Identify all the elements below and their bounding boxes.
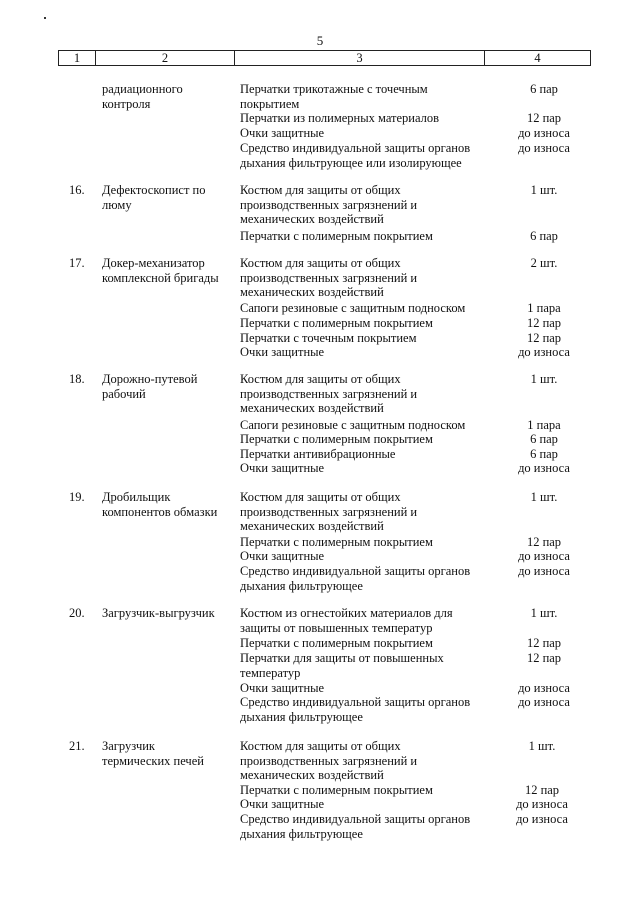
item-name-line: механических воздействий xyxy=(240,285,384,300)
item-name-line: Перчатки антивибрационные xyxy=(240,447,396,461)
item-name-line: производственных загрязнений и xyxy=(240,504,418,519)
header-col-1: 1 xyxy=(59,51,96,66)
item-quantity: 12 пар xyxy=(524,783,560,797)
item-quantity: 6 пар xyxy=(530,447,558,461)
position-title-line: люму xyxy=(102,197,132,212)
item-quantity: до износа xyxy=(518,141,570,155)
item-quantity: 1 пара xyxy=(527,301,561,315)
position-title-line: Загрузчик xyxy=(102,739,156,753)
item-name-line: Очки защитные xyxy=(240,345,325,359)
item-name-line: Перчатки для защиты от повышенных xyxy=(240,651,444,665)
scan-dot xyxy=(44,17,46,19)
item-quantity: 6 пар xyxy=(530,229,558,243)
item-quantity: до износа xyxy=(518,461,570,475)
position-title-line: Докер-механизатор xyxy=(102,256,205,270)
position-title-line: Дробильщик xyxy=(102,490,171,504)
item-quantity: 1 шт. xyxy=(530,490,558,504)
item-name-line: Костюм для защиты от общих xyxy=(240,256,401,270)
item-name-line: Перчатки из полимерных материалов xyxy=(240,111,440,125)
item-name-line: производственных загрязнений и xyxy=(240,386,418,401)
item-name-line: дыхания фильтрующее xyxy=(240,578,363,593)
position-title-line: термических печей xyxy=(102,753,204,768)
item-quantity: 12 пар xyxy=(526,316,562,330)
item-name-line: Очки защитные xyxy=(240,681,325,695)
row-number: 21. xyxy=(69,739,85,753)
position-title-line: радиационного xyxy=(102,82,183,96)
row-number: 18. xyxy=(69,372,85,386)
item-quantity: до износа xyxy=(518,126,570,140)
item-name-line: механических воздействий xyxy=(240,768,384,783)
item-name-line: Очки защитные xyxy=(240,549,325,563)
item-name-line: Перчатки с полимерным покрытием xyxy=(240,636,433,650)
item-quantity: 1 пара xyxy=(527,418,561,432)
item-name-line: производственных загрязнений и xyxy=(240,270,418,285)
header-col-2: 2 xyxy=(96,51,235,66)
row-number: 16. xyxy=(69,183,85,197)
item-quantity: до износа xyxy=(518,681,570,695)
item-quantity: 2 шт. xyxy=(530,256,558,270)
item-name-line: Очки защитные xyxy=(240,797,325,811)
item-name-line: температур xyxy=(240,665,301,680)
item-name-line: механических воздействий xyxy=(240,519,384,534)
item-quantity: до износа xyxy=(518,695,570,709)
item-name-line: Очки защитные xyxy=(240,461,325,475)
item-quantity: 12 пар xyxy=(526,535,562,549)
item-name-line: Перчатки с полимерным покрытием xyxy=(240,316,433,330)
row-number: 19. xyxy=(69,490,85,504)
item-name-line: Перчатки с полимерным покрытием xyxy=(240,783,433,797)
item-name-line: Костюм для защиты от общих xyxy=(240,372,401,386)
row-number: 20. xyxy=(69,606,85,620)
item-quantity: до износа xyxy=(516,797,568,811)
position-title-line: Дефектоскопист по xyxy=(102,183,206,197)
item-name-line: производственных загрязнений и xyxy=(240,197,418,212)
item-quantity: 1 шт. xyxy=(530,606,558,620)
item-name-line: Сапоги резиновые с защитным подноском xyxy=(240,301,466,315)
position-title-line: Дорожно-путевой xyxy=(102,372,198,386)
item-quantity: до износа xyxy=(518,549,570,563)
page-number: 5 xyxy=(316,33,324,48)
item-name-line: Средство индивидуальной защиты органов xyxy=(240,695,471,709)
item-quantity: 12 пар xyxy=(526,111,562,125)
item-quantity: 12 пар xyxy=(526,331,562,345)
row-number: 17. xyxy=(69,256,85,270)
item-name-line: Перчатки с полимерным покрытием xyxy=(240,432,433,446)
item-name-line: Сапоги резиновые с защитным подноском xyxy=(240,418,466,432)
position-title-line: комплексной бригады xyxy=(102,270,219,285)
item-quantity: 12 пар xyxy=(526,651,562,665)
item-name-line: Средство индивидуальной защиты органов xyxy=(240,564,471,578)
item-quantity: 6 пар xyxy=(530,82,558,96)
position-title-line: рабочий xyxy=(102,386,146,401)
item-name-line: защиты от повышенных температур xyxy=(240,620,433,635)
item-quantity: до износа xyxy=(518,564,570,578)
item-name-line: Перчатки трикотажные с точечным xyxy=(240,82,428,96)
item-name-line: дыхания фильтрующее или изолирующее xyxy=(240,155,462,170)
item-quantity: 6 пар xyxy=(530,432,558,446)
item-name-line: дыхания фильтрующее xyxy=(240,709,363,724)
item-name-line: производственных загрязнений и xyxy=(240,753,418,768)
item-quantity: до износа xyxy=(516,812,568,826)
item-quantity: 1 шт. xyxy=(528,739,556,753)
item-quantity: 1 шт. xyxy=(530,372,558,386)
item-name-line: Костюм для защиты от общих xyxy=(240,739,401,753)
item-name-line: механических воздействий xyxy=(240,212,384,227)
item-name-line: покрытием xyxy=(240,96,300,111)
header-col-4: 4 xyxy=(485,51,591,66)
item-name-line: Очки защитные xyxy=(240,126,325,140)
item-name-line: Средство индивидуальной защиты органов xyxy=(240,141,471,155)
header-col-3: 3 xyxy=(235,51,485,66)
position-title-line: компонентов обмазки xyxy=(102,504,218,519)
item-name-line: Костюм для защиты от общих xyxy=(240,490,401,504)
item-name-line: Костюм из огнестойких материалов для xyxy=(240,606,453,620)
position-title-line: Загрузчик-выгрузчик xyxy=(102,606,215,620)
item-name-line: Перчатки с точечным покрытием xyxy=(240,331,417,345)
item-name-line: Средство индивидуальной защиты органов xyxy=(240,812,471,826)
item-name-line: Перчатки с полимерным покрытием xyxy=(240,229,433,243)
item-name-line: механических воздействий xyxy=(240,401,384,416)
item-name-line: Перчатки с полимерным покрытием xyxy=(240,535,433,549)
item-name-line: дыхания фильтрующее xyxy=(240,826,363,841)
column-header-table xyxy=(58,50,591,66)
item-quantity: 12 пар xyxy=(526,636,562,650)
header-row xyxy=(59,51,591,66)
item-quantity: 1 шт. xyxy=(530,183,558,197)
position-title-line: контроля xyxy=(102,96,151,111)
item-name-line: Костюм для защиты от общих xyxy=(240,183,401,197)
item-quantity: до износа xyxy=(518,345,570,359)
